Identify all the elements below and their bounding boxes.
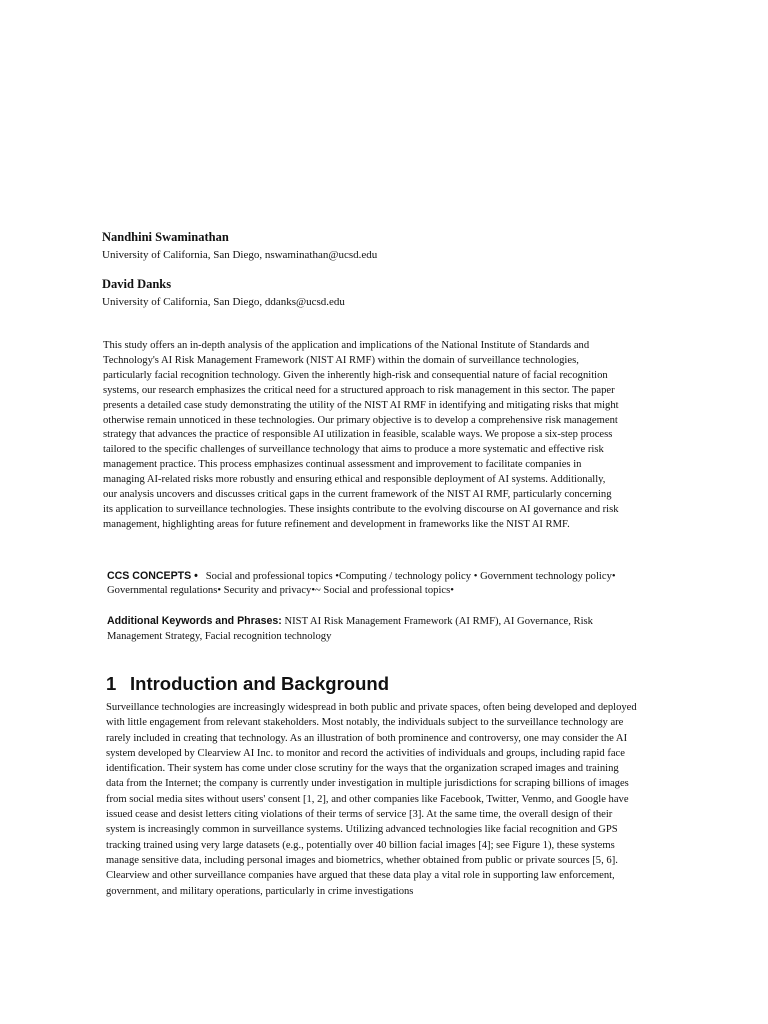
abstract (103, 339, 651, 533)
abstract-line: This study offers an in-depth analysis of the application and implications of the National Institute of Standards and (103, 340, 590, 351)
abstract-line: Technology's AI Risk Management Framework (NIST AI RMF) within the domain of surveillance technologies, (103, 354, 579, 366)
body-line: Surveillance technologies are increasingly widespread in both public and private spaces, often being developed and deployed (106, 702, 637, 713)
abstract-line: its application to surveillance technologies. These insights contribute to the evolving discourse on AI governance and risk (103, 503, 619, 515)
section-body (106, 700, 676, 899)
body-line: with little engagement from relevant stakeholders. Most notably, the individuals subject to the surveillance technology are (106, 717, 624, 729)
keywords-line-1 (107, 614, 667, 630)
author-name-1: Nandhini Swaminathan (102, 230, 229, 244)
body-line: tracking trained using very large datasets (e.g., potentially over 40 billion facial images [4]; see Figure 1), these systems (106, 839, 615, 851)
author-affiliation-1: University of California, San Diego, nswaminathan@ucsd.edu (102, 249, 378, 261)
abstract-line: presents a detailed case study demonstrating the utility of the NIST AI RMF in identifying and mitigating risks that might (103, 399, 619, 411)
keywords-text-1: NIST AI Risk Management Framework (AI RMF), AI Governance, Risk (284, 616, 593, 627)
section-heading (106, 673, 389, 695)
ccs-label: CCS CONCEPTS • (107, 570, 198, 582)
abstract-line: tailored to the specific challenges of surveillance technology that aims to produce a more systematic and effective risk (103, 444, 604, 456)
ccs-concepts (107, 569, 667, 598)
section-number: 1 (106, 673, 117, 694)
abstract-line: systems, our research emphasizes the critical need for a structured approach to risk management in this sector. The paper (103, 384, 615, 396)
abstract-line: managing AI-related risks more robustly and ensuring ethical and responsible deployment of AI systems. Additionally, (103, 474, 606, 486)
body-line: Clearview and other surveillance companies have argued that these data play a vital role in supporting law enforcement, (106, 870, 615, 882)
author-affiliation-2: University of California, San Diego, ddanks@ucsd.edu (102, 296, 345, 308)
body-line: government, and military operations, particularly in crime investigations (106, 885, 414, 897)
abstract-line: otherwise remain unnoticed in these technologies. Our primary objective is to develop a comprehensive risk management (103, 414, 618, 426)
author-name-2: David Danks (102, 277, 172, 291)
body-line: system is increasingly common in surveillance systems. Utilizing advanced technologies like facial recognition and GPS (106, 824, 618, 836)
abstract-line: strategy that advances the practice of responsible AI utilization in feasible, scalable ways. We propose a six-step process (103, 429, 613, 441)
keywords-label: Additional Keywords and Phrases: (107, 615, 282, 627)
abstract-line: management, highlighting areas for future refinement and development in frameworks like the NIST AI RMF. (103, 518, 570, 530)
body-line: data from the Internet; the company is currently under investigation in multiple jurisdictions for scraping billions of images (106, 778, 629, 790)
ccs-line-1 (107, 569, 667, 584)
body-line: from social media sites without users' consent [1, 2], and other companies like Facebook, Twitter, Venmo, and Google have (106, 793, 629, 805)
body-line: identification. Their system has come under close scrutiny for the ways that the organization scraped images and training (106, 763, 619, 775)
ccs-text-1: Social and professional topics •Computing / technology policy • Government technology policy• (205, 571, 616, 582)
additional-keywords (107, 614, 667, 644)
ccs-text-2: Governmental regulations• Security and privacy•~ Social and professional topics• (107, 585, 454, 596)
body-line: system developed by Clearview AI Inc. to monitor and record the activities of individuals and groups, including rapid face (106, 747, 625, 759)
abstract-line: management practice. This process emphasizes continual assessment and improvement to facilitate companies in (103, 459, 582, 471)
abstract-line: our analysis uncovers and discusses critical gaps in the current framework of the NIST AI RMF, particularly concerning (103, 489, 612, 501)
body-line: rarely included in creating that technology. As an illustration of both prominence and controversy, one may consider the AI (106, 732, 628, 744)
section-title: Introduction and Background (130, 673, 389, 694)
body-line: manage sensitive data, including personal images and biometrics, whether obtained from public or private sources [5, 6]. (106, 854, 618, 866)
body-line: issued cease and desist letters citing violations of their terms of service [3]. At the same time, the overall design of their (106, 809, 613, 821)
abstract-line: particularly facial recognition technology. Given the inherently high-risk and consequential nature of facial recognition (103, 369, 608, 381)
keywords-text-2: Management Strategy, Facial recognition technology (107, 630, 332, 642)
